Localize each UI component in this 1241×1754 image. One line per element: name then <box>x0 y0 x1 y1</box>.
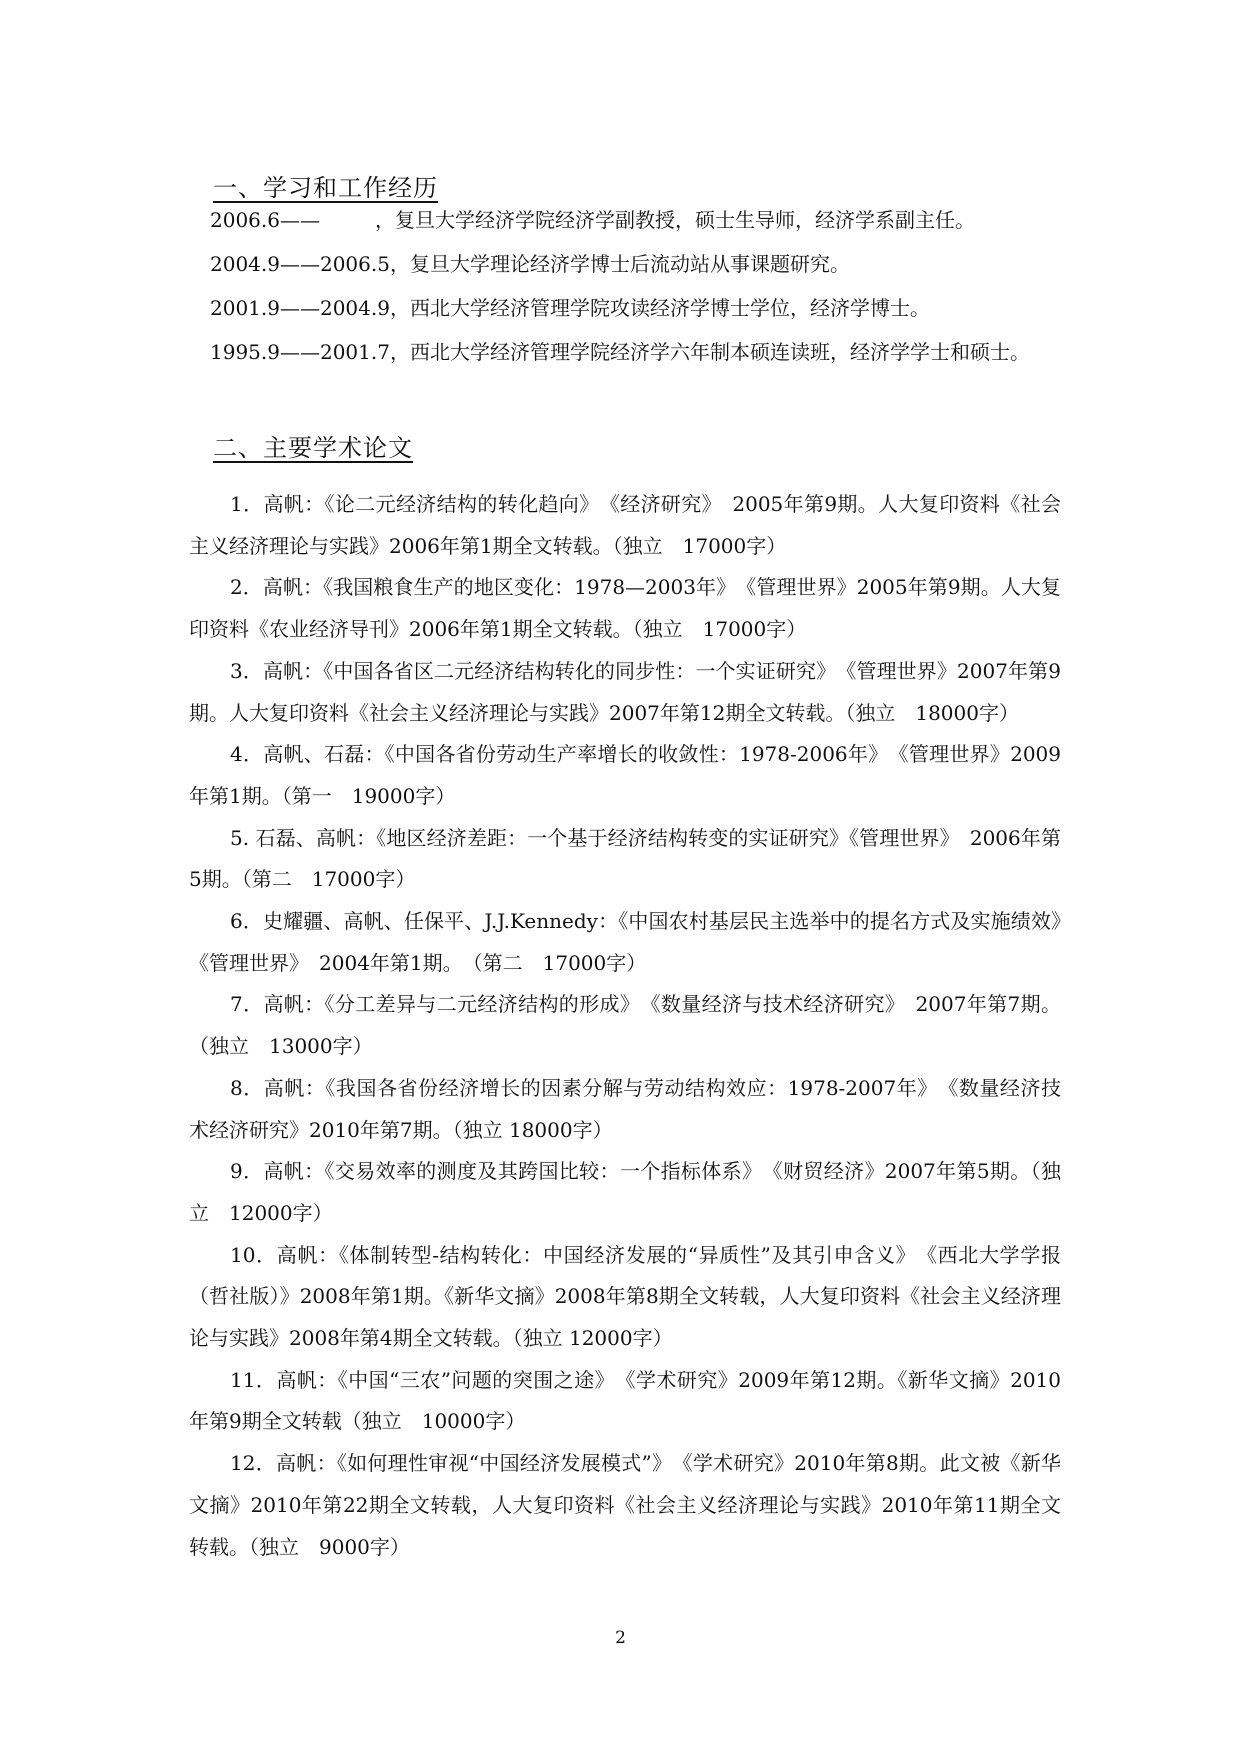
experience-date: 2001.9——2004.9 <box>210 296 390 320</box>
paper-item: 5. 石磊、高帆：《地区经济差距：一个基于经济结构转变的实证研究》《管理世界》 2006年第5期。（第二 17000字） <box>189 825 1061 892</box>
paper-item: 11．高帆：《中国“三农”问题的突围之途》 《学术研究》2009年第12期。《新华文摘》2010年第9期全文转载（独立 10000字） <box>189 1367 1061 1434</box>
experience-entry <box>210 204 1090 233</box>
paper-item: 2．高帆：《我国粮食生产的地区变化：1978—2003年》 《管理世界》2005年第9期。人大复印资料《农业经济导刊》2006年第1期全文转载。（独立 17000字） <box>189 575 1061 642</box>
experience-entry <box>210 336 1090 365</box>
paper-item: 6．史耀疆、高帆、任保平、J.J.Kennedy：《中国农村基层民主选举中的提名方式及实施绩效》 《管理世界》 2004年第1期。 （第二 17000字） <box>189 909 1081 975</box>
experience-date: 1995.9——2001.7 <box>210 340 390 364</box>
paper-list <box>189 484 1081 1568</box>
experience-text: ，复旦大学经济学院经济学副教授，硕士生导师，经济学系副主任。 <box>375 208 975 232</box>
page-number: 2 <box>615 1628 626 1648</box>
section-heading-papers: 二、主要学术论文 <box>213 434 413 462</box>
paper-item: 1．高帆：《论二元经济结构的转化趋向》 《经济研究》 2005年第9期。人大复印资料《社会主义经济理论与实践》2006年第1期全文转载。（独立 17000字） <box>189 492 1061 558</box>
experience-text: ，西北大学经济管理学院攻读经济学博士学位，经济学博士。 <box>389 296 930 320</box>
experience-entry <box>210 248 1090 277</box>
experience-text: ，西北大学经济管理学院经济学六年制本硕连读班，经济学学士和硕士。 <box>389 340 1030 364</box>
paper-item: 4．高帆、石磊：《中国各省份劳动生产率增长的收敛性：1978-2006年》 《管理世界》2009年第1期。（第一 19000字） <box>189 742 1061 808</box>
paper-item: 3．高帆：《中国各省区二元经济结构转化的同步性：一个实证研究》 《管理世界》2007年第9期。人大复印资料《社会主义经济理论与实践》2007年第12期全文转载。（独立 18000字） <box>189 658 1061 725</box>
paper-item: 9．高帆：《交易效率的测度及其跨国比较：一个指标体系》 《财贸经济》2007年第5期。（独立 12000字） <box>189 1159 1061 1225</box>
paper-item: 7．高帆：《分工差异与二元经济结构的形成》 《数量经济与技术经济研究》 2007年第7期。（独立 13000字） <box>189 992 1061 1059</box>
paper-item: 8．高帆：《我国各省份经济增长的因素分解与劳动结构效应：1978-2007年》 《数量经济技术经济研究》2010年第7期。（独立 18000字） <box>189 1075 1061 1142</box>
experience-date: 2004.9——2006.5 <box>210 252 390 276</box>
paper-item: 12．高帆：《如何理性审视“中国经济发展模式”》 《学术研究》2010年第8期。此文被《新华文摘》2010年第22期全文转载，人大复印资料《社会主义经济理论与实践》2010年第11期全文转载。（独立 9000字） <box>189 1451 1061 1559</box>
section-heading-education-work: 一、学习和工作经历 <box>213 174 438 202</box>
experience-entry <box>210 292 1090 321</box>
experience-text: ，复旦大学理论经济学博士后流动站从事课题研究。 <box>389 252 850 276</box>
experience-date: 2006.6—— <box>210 208 320 232</box>
paper-item: 10．高帆：《体制转型-结构转化：中国经济发展的“异质性”及其引申含义》 《西北大学学报（哲社版）》2008年第1期。《新华文摘》2008年第8期全文转载，人大复印资料《社会主义经济理论与实践》2008年第4期全文转载。（独立 12000字） <box>189 1242 1061 1351</box>
